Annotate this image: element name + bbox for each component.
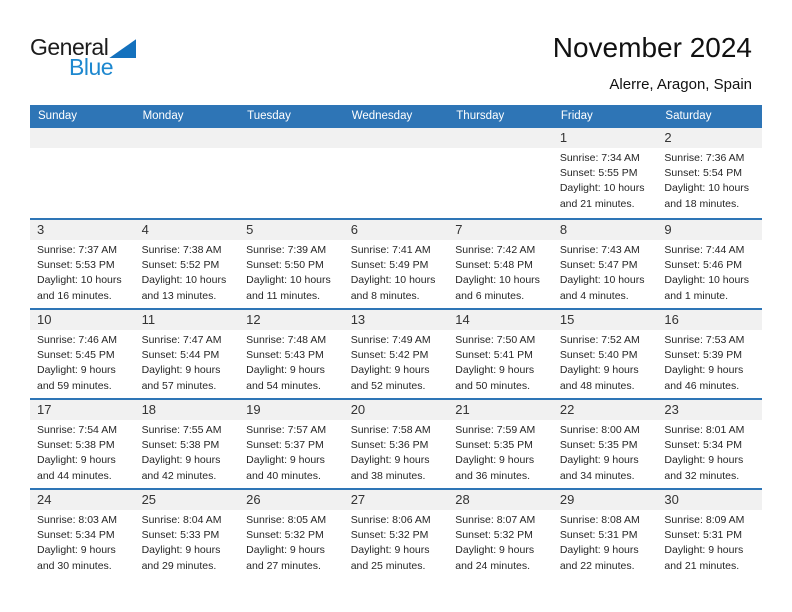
daylight-text-cont: and 42 minutes. — [141, 469, 217, 482]
sunrise-text: Sunrise: 8:06 AM — [350, 514, 431, 526]
daylight-text: Daylight: 9 hours — [559, 544, 639, 557]
sunset-text: Sunset: 5:43 PM — [246, 349, 324, 362]
day-cell — [657, 240, 762, 304]
sunset-text: Sunset: 5:45 PM — [37, 349, 115, 362]
weekday-header-sunday: Sunday — [38, 110, 78, 122]
day-number: 14 — [455, 312, 470, 327]
daylight-text: Daylight: 9 hours — [664, 364, 744, 377]
sunset-text: Sunset: 5:35 PM — [559, 439, 638, 452]
week-row — [30, 218, 762, 308]
sunset-text: Sunset: 5:31 PM — [559, 529, 638, 542]
sunrise-text: Sunrise: 7:54 AM — [37, 424, 117, 436]
day-number: 17 — [37, 402, 52, 417]
daylight-text-cont: and 44 minutes. — [37, 469, 112, 482]
daylight-text-cont: and 38 minutes. — [350, 469, 426, 482]
day-number: 13 — [350, 312, 366, 327]
day-number: 30 — [664, 492, 679, 507]
day-number-empty — [448, 128, 553, 148]
daylight-text: Daylight: 9 hours — [246, 454, 325, 467]
daylight-text-cont: and 21 minutes. — [559, 197, 635, 210]
daylight-text: Daylight: 9 hours — [350, 544, 430, 557]
sunrise-text: Sunrise: 8:05 AM — [246, 514, 327, 526]
day-details-row — [30, 148, 762, 212]
day-cell — [30, 420, 135, 484]
daylight-text: Daylight: 9 hours — [246, 544, 325, 557]
day-cell — [448, 510, 553, 574]
sunset-text: Sunset: 5:38 PM — [37, 439, 115, 452]
daylight-text: Daylight: 10 hours — [664, 182, 750, 195]
day-number: 11 — [141, 312, 156, 327]
sunset-text: Sunset: 5:37 PM — [246, 439, 324, 452]
daylight-text-cont: and 1 minute. — [664, 289, 729, 302]
day-cell — [135, 420, 240, 484]
daylight-text-cont: and 30 minutes. — [37, 559, 112, 572]
day-number: 21 — [455, 402, 470, 417]
day-number-empty — [239, 128, 344, 148]
day-cell — [553, 330, 658, 394]
daylight-text: Daylight: 9 hours — [141, 454, 221, 467]
daylight-text-cont: and 22 minutes. — [559, 559, 635, 572]
day-cell — [239, 420, 344, 484]
day-number-empty — [30, 128, 135, 148]
sunrise-text: Sunrise: 7:52 AM — [559, 334, 640, 346]
sunrise-text: Sunrise: 7:39 AM — [246, 244, 327, 256]
daylight-text: Daylight: 10 hours — [246, 274, 331, 287]
weekday-header-friday: Friday — [560, 110, 593, 122]
day-cell — [448, 420, 553, 484]
weekday-header-thursday: Thursday — [456, 110, 505, 122]
daylight-text-cont: and 59 minutes. — [37, 379, 112, 392]
day-cell — [30, 510, 135, 574]
logo-word-blue: Blue — [69, 54, 114, 80]
daylight-text: Daylight: 10 hours — [141, 274, 227, 287]
daylight-text: Daylight: 9 hours — [350, 454, 430, 467]
day-number-strip — [30, 220, 762, 240]
daylight-text: Daylight: 9 hours — [455, 454, 535, 467]
sunset-text: Sunset: 5:49 PM — [350, 259, 429, 272]
sunset-text: Sunset: 5:38 PM — [141, 439, 220, 452]
general-blue-logo — [30, 36, 150, 79]
sunset-text: Sunset: 5:48 PM — [455, 259, 533, 272]
day-cell — [553, 420, 658, 484]
daylight-text: Daylight: 9 hours — [350, 364, 430, 377]
location-subtitle: Alerre, Aragon, Spain — [609, 76, 752, 93]
sunset-text: Sunset: 5:32 PM — [350, 529, 429, 542]
sunset-text: Sunset: 5:54 PM — [664, 167, 743, 180]
daylight-text: Daylight: 9 hours — [37, 364, 116, 377]
daylight-text-cont: and 57 minutes. — [141, 379, 217, 392]
day-details-row — [30, 330, 762, 394]
day-cell — [344, 240, 449, 304]
day-number: 9 — [664, 222, 672, 237]
weekday-header-monday: Monday — [142, 110, 184, 122]
day-cell — [448, 240, 553, 304]
sunrise-text: Sunrise: 7:53 AM — [664, 334, 745, 346]
day-number-empty — [344, 128, 449, 148]
daylight-text-cont: and 50 minutes. — [455, 379, 530, 392]
daylight-text: Daylight: 10 hours — [664, 274, 750, 287]
sunset-text: Sunset: 5:34 PM — [37, 529, 115, 542]
day-cell-empty — [344, 148, 449, 212]
daylight-text-cont: and 25 minutes. — [350, 559, 426, 572]
day-cell — [657, 330, 762, 394]
day-number-empty — [135, 128, 240, 148]
daylight-text-cont: and 40 minutes. — [246, 469, 321, 482]
sunset-text: Sunset: 5:42 PM — [350, 349, 429, 362]
calendar-grid — [30, 105, 762, 578]
day-number: 24 — [37, 492, 52, 507]
day-cell-empty — [30, 148, 135, 212]
weekday-header-tuesday: Tuesday — [247, 110, 291, 122]
daylight-text-cont: and 32 minutes. — [664, 469, 740, 482]
daylight-text-cont: and 18 minutes. — [664, 197, 740, 210]
sunrise-text: Sunrise: 8:04 AM — [141, 514, 222, 526]
day-cell — [344, 420, 449, 484]
day-cell — [239, 330, 344, 394]
daylight-text-cont: and 29 minutes. — [141, 559, 217, 572]
daylight-text-cont: and 8 minutes. — [350, 289, 420, 302]
day-cell — [657, 148, 762, 212]
day-number: 29 — [559, 492, 575, 507]
sunset-text: Sunset: 5:52 PM — [141, 259, 220, 272]
day-cell — [135, 240, 240, 304]
day-cell — [344, 330, 449, 394]
day-number-strip — [30, 400, 762, 420]
day-cell — [657, 510, 762, 574]
daylight-text: Daylight: 9 hours — [455, 364, 535, 377]
daylight-text-cont: and 48 minutes. — [559, 379, 635, 392]
day-number: 28 — [455, 492, 470, 507]
sunrise-text: Sunrise: 7:44 AM — [664, 244, 745, 256]
day-number: 7 — [455, 222, 463, 237]
logo-word-general: General — [30, 34, 109, 60]
daylight-text-cont: and 6 minutes. — [455, 289, 525, 302]
daylight-text-cont: and 4 minutes. — [559, 289, 629, 302]
sunset-text: Sunset: 5:53 PM — [37, 259, 115, 272]
day-number: 1 — [559, 130, 568, 145]
day-number: 20 — [350, 402, 366, 417]
sunrise-text: Sunrise: 8:08 AM — [559, 514, 640, 526]
day-cell — [553, 240, 658, 304]
daylight-text: Daylight: 10 hours — [37, 274, 122, 287]
day-number: 16 — [664, 312, 679, 327]
daylight-text-cont: and 27 minutes. — [246, 559, 321, 572]
sunset-text: Sunset: 5:39 PM — [664, 349, 743, 362]
sunset-text: Sunset: 5:34 PM — [664, 439, 743, 452]
sunrise-text: Sunrise: 7:49 AM — [350, 334, 431, 346]
day-cell — [30, 240, 135, 304]
day-cell — [30, 330, 135, 394]
sunrise-text: Sunrise: 7:58 AM — [350, 424, 431, 436]
day-cell-empty — [239, 148, 344, 212]
daylight-text-cont: and 36 minutes. — [455, 469, 530, 482]
day-number: 5 — [246, 222, 254, 237]
sunset-text: Sunset: 5:40 PM — [559, 349, 638, 362]
sunrise-text: Sunrise: 7:46 AM — [37, 334, 117, 346]
logo-triangle-icon — [109, 39, 136, 58]
sunrise-text: Sunrise: 8:07 AM — [455, 514, 536, 526]
day-number: 27 — [350, 492, 366, 507]
day-number: 2 — [664, 130, 672, 145]
daylight-text-cont: and 13 minutes. — [141, 289, 217, 302]
day-cell — [135, 330, 240, 394]
daylight-text: Daylight: 9 hours — [664, 544, 744, 557]
daylight-text: Daylight: 9 hours — [559, 364, 639, 377]
sunrise-text: Sunrise: 8:09 AM — [664, 514, 745, 526]
sunset-text: Sunset: 5:31 PM — [664, 529, 743, 542]
day-cell — [344, 510, 449, 574]
daylight-text-cont: and 54 minutes. — [246, 379, 321, 392]
daylight-text: Daylight: 9 hours — [559, 454, 639, 467]
daylight-text: Daylight: 9 hours — [455, 544, 535, 557]
sunrise-text: Sunrise: 7:47 AM — [141, 334, 222, 346]
weekday-header-wednesday: Wednesday — [351, 110, 413, 122]
sunset-text: Sunset: 5:44 PM — [141, 349, 220, 362]
day-number: 3 — [37, 222, 45, 237]
day-number: 6 — [350, 222, 358, 237]
sunrise-text: Sunrise: 7:59 AM — [455, 424, 536, 436]
day-number-strip — [30, 310, 762, 330]
sunrise-text: Sunrise: 7:34 AM — [559, 152, 640, 164]
sunrise-text: Sunrise: 7:36 AM — [664, 152, 745, 164]
daylight-text-cont: and 16 minutes. — [37, 289, 112, 302]
daylight-text-cont: and 11 minutes. — [246, 289, 321, 302]
daylight-text: Daylight: 10 hours — [455, 274, 540, 287]
week-row — [30, 488, 762, 578]
sunrise-text: Sunrise: 8:01 AM — [664, 424, 745, 436]
weekday-header-row — [30, 105, 762, 128]
daylight-text-cont: and 46 minutes. — [664, 379, 740, 392]
sunset-text: Sunset: 5:55 PM — [559, 167, 638, 180]
month-title: November 2024 — [552, 32, 752, 63]
daylight-text-cont: and 34 minutes. — [559, 469, 635, 482]
daylight-text: Daylight: 10 hours — [559, 274, 645, 287]
day-number: 10 — [37, 312, 52, 327]
week-row — [30, 398, 762, 488]
day-cell — [553, 510, 658, 574]
day-cell-empty — [135, 148, 240, 212]
day-number: 4 — [141, 222, 149, 237]
day-details-row — [30, 240, 762, 304]
daylight-text: Daylight: 9 hours — [664, 454, 744, 467]
sunrise-text: Sunrise: 7:42 AM — [455, 244, 536, 256]
day-number-strip — [30, 128, 762, 148]
daylight-text: Daylight: 9 hours — [246, 364, 325, 377]
day-details-row — [30, 510, 762, 574]
sunrise-text: Sunrise: 7:41 AM — [350, 244, 431, 256]
daylight-text: Daylight: 9 hours — [141, 544, 221, 557]
day-details-row — [30, 420, 762, 484]
day-cell — [239, 240, 344, 304]
sunset-text: Sunset: 5:32 PM — [455, 529, 533, 542]
day-cell-empty — [448, 148, 553, 212]
sunset-text: Sunset: 5:33 PM — [141, 529, 220, 542]
day-number: 19 — [246, 402, 261, 417]
day-number: 22 — [559, 402, 575, 417]
sunset-text: Sunset: 5:35 PM — [455, 439, 533, 452]
week-row — [30, 128, 762, 218]
weekday-header-saturday: Saturday — [665, 110, 712, 122]
day-cell — [553, 148, 658, 212]
daylight-text-cont: and 52 minutes. — [350, 379, 426, 392]
sunset-text: Sunset: 5:46 PM — [664, 259, 743, 272]
sunset-text: Sunset: 5:41 PM — [455, 349, 533, 362]
daylight-text: Daylight: 9 hours — [37, 454, 116, 467]
day-number: 18 — [141, 402, 157, 417]
sunset-text: Sunset: 5:32 PM — [246, 529, 324, 542]
sunrise-text: Sunrise: 7:55 AM — [141, 424, 222, 436]
sunrise-text: Sunrise: 8:03 AM — [37, 514, 117, 526]
day-cell — [448, 330, 553, 394]
daylight-text-cont: and 21 minutes. — [664, 559, 740, 572]
sunrise-text: Sunrise: 7:38 AM — [141, 244, 222, 256]
sunrise-text: Sunrise: 7:43 AM — [559, 244, 640, 256]
day-number: 8 — [559, 222, 568, 237]
daylight-text: Daylight: 10 hours — [350, 274, 436, 287]
day-number: 12 — [246, 312, 261, 327]
sunrise-text: Sunrise: 7:50 AM — [455, 334, 536, 346]
sunset-text: Sunset: 5:47 PM — [559, 259, 638, 272]
weeks-container — [30, 128, 762, 578]
day-number: 23 — [664, 402, 679, 417]
day-cell — [135, 510, 240, 574]
sunrise-text: Sunrise: 7:57 AM — [246, 424, 327, 436]
daylight-text-cont: and 24 minutes. — [455, 559, 530, 572]
daylight-text: Daylight: 9 hours — [37, 544, 116, 557]
sunrise-text: Sunrise: 7:48 AM — [246, 334, 327, 346]
sunset-text: Sunset: 5:36 PM — [350, 439, 429, 452]
sunrise-text: Sunrise: 7:37 AM — [37, 244, 117, 256]
day-number: 25 — [141, 492, 157, 507]
day-number: 26 — [246, 492, 261, 507]
day-cell — [239, 510, 344, 574]
day-number-strip — [30, 490, 762, 510]
day-cell — [657, 420, 762, 484]
sunset-text: Sunset: 5:50 PM — [246, 259, 324, 272]
daylight-text: Daylight: 10 hours — [559, 182, 645, 195]
daylight-text: Daylight: 9 hours — [141, 364, 221, 377]
day-number: 15 — [559, 312, 575, 327]
sunrise-text: Sunrise: 8:00 AM — [559, 424, 640, 436]
week-row — [30, 308, 762, 398]
